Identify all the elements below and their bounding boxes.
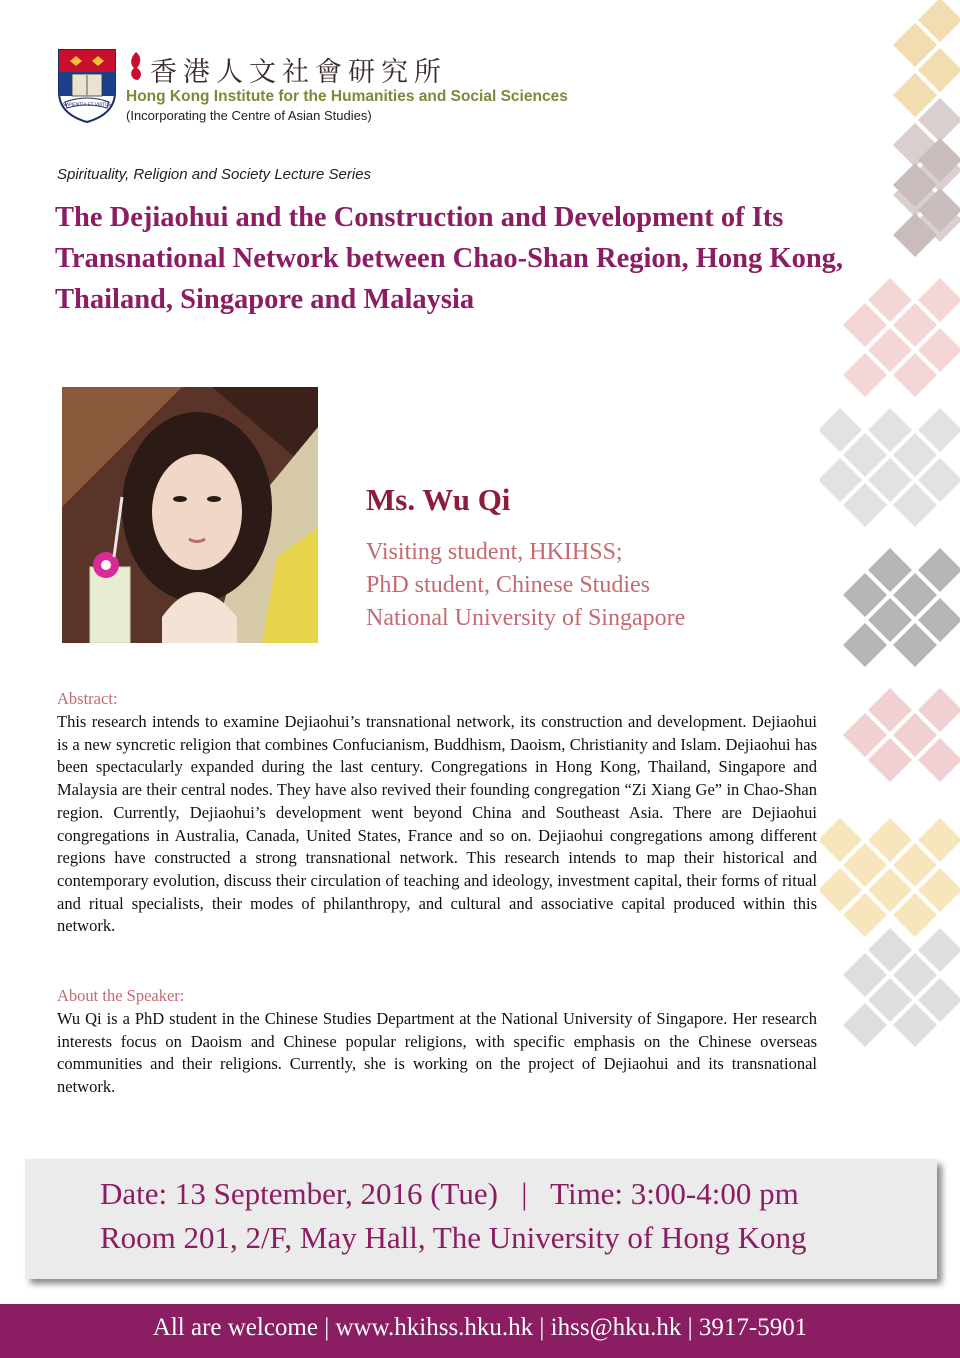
speaker-name: Ms. Wu Qi xyxy=(366,482,511,517)
speaker-affiliation xyxy=(366,536,685,635)
lecture-title: The Dejiaohui and the Construction and Development of Its Transnational Network between Chao-Shan Region, Hong Kong, Thailand, Singapore and Malaysia xyxy=(55,202,844,315)
speaker-photo xyxy=(62,387,318,643)
about-speaker-text: Wu Qi is a PhD student in the Chinese Studies Department at the National University of Singapore. Her research interests focus on Daoism and Chinese popular religions, with specific emphasis on the Chinese overseas communities and their religions. Currently, she is working on the project of Dejiaohui and its transnational network. xyxy=(57,1009,817,1097)
institute-name: Hong Kong Institute for the Humanities and Social Sciences xyxy=(126,88,568,105)
red-seal-icon xyxy=(126,50,146,82)
institute-subtitle: (Incorporating the Centre of Asian Studies) xyxy=(126,108,372,123)
abstract-heading: Abstract: xyxy=(57,689,118,708)
speaker-title-line: Visiting student, HKIHSS; xyxy=(366,539,623,565)
hku-crest-logo xyxy=(56,48,118,124)
decorative-diamond-pattern xyxy=(820,0,960,1100)
event-date-time: Date: 13 September, 2016 (Tue) | Time: 3:00-4:00 pm xyxy=(100,1176,799,1211)
abstract-text: This research intends to examine Dejiaohui’s transnational network, its construction and development. Dejiaohui is a new syncretic religion that combines Confucianism, Buddhism, Daoism, Christianity and Islam. Dejiaohui has been spectacularly expanded during the last century. Congregations in Hong Kong, Thailand, Singapore and Malaysia are their central nodes. They have also revived their founding congregation “Zi Xiang Ge” in Chao-Shan region. Currently, Dejiaohui’s development went beyond China and Southeast Asia. There are Dejiaohui congregations in Australia, Canada, United States, France and so on. Dejiaohui congregations among different regions have constructed a strong transnational network. This research intends to map their historical and contemporary evolution, discuss their circulation of teaching and ideology, investment capital, their forms of ritual and ritual specialists, their modes of philanthropy, and cultural and associative capital produced within this network. xyxy=(57,712,817,936)
institute-chinese-name: 香港人文社會研究所 xyxy=(150,57,447,88)
event-venue: Room 201, 2/F, May Hall, The University of Hong Kong xyxy=(100,1220,807,1255)
lecture-series-label: Spirituality, Religion and Society Lecture Series xyxy=(57,166,372,183)
about-speaker-heading: About the Speaker: xyxy=(57,986,185,1005)
crest-motto: SAPIENTIA ET VIRTUS xyxy=(63,103,111,108)
footer-contact: All are welcome | www.hkihss.hku.hk | ihss@hku.hk | 3917-5901 xyxy=(152,1314,808,1341)
speaker-title-line: PhD student, Chinese Studies xyxy=(366,572,651,598)
speaker-title-line: National University of Singapore xyxy=(366,605,686,631)
